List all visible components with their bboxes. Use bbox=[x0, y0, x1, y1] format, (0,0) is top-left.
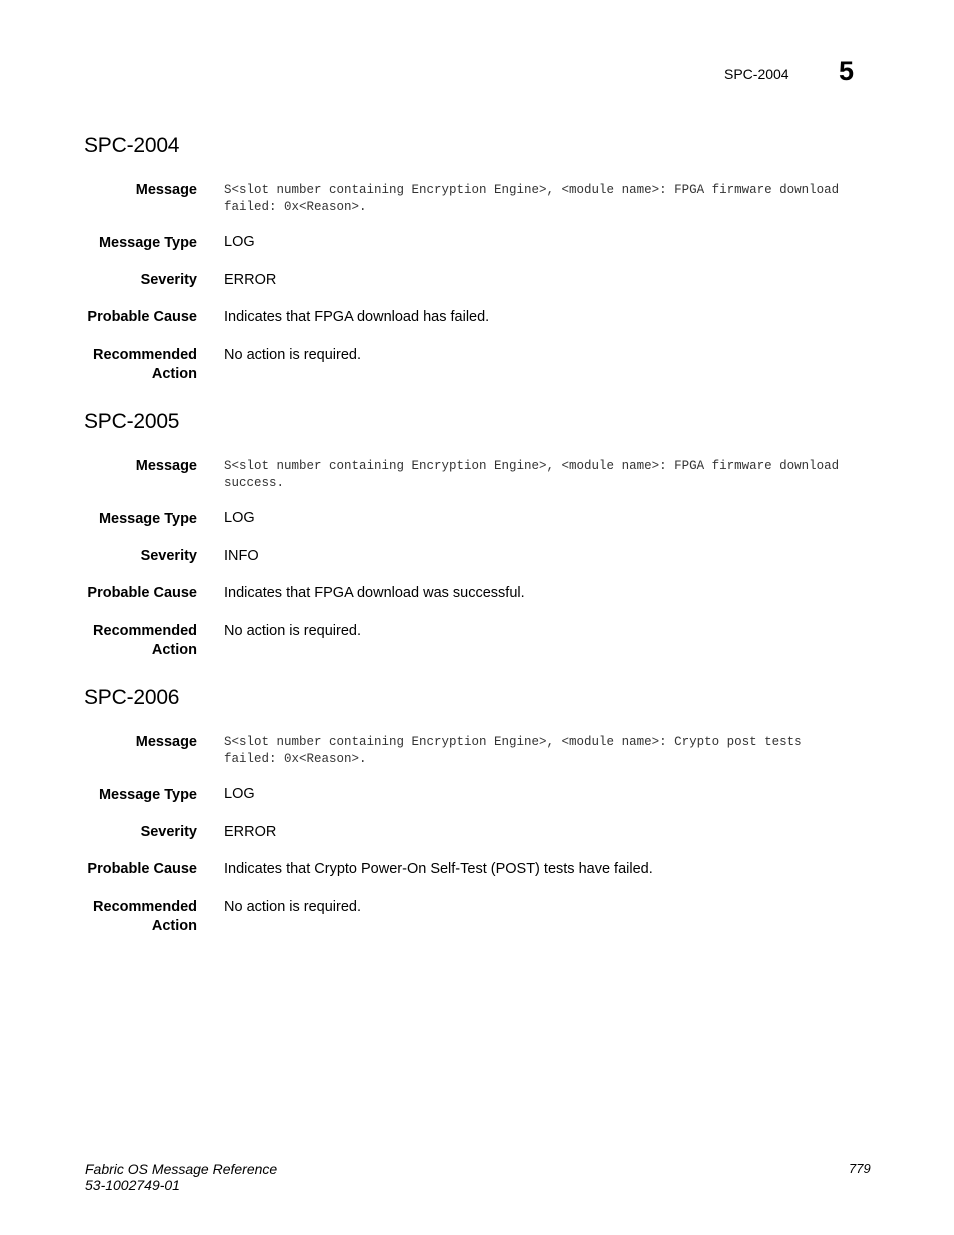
footer-doc-title: Fabric OS Message Reference bbox=[85, 1161, 278, 1177]
chapter-number: 5 bbox=[839, 56, 855, 86]
recommended-action-label: Recommended Action bbox=[93, 347, 197, 382]
probable-cause-label: Probable Cause bbox=[87, 861, 197, 877]
message-label: Message bbox=[135, 182, 197, 198]
severity-value: ERROR bbox=[224, 272, 277, 288]
entry-title: SPC-2004 bbox=[84, 134, 180, 157]
message-label: Message bbox=[135, 734, 197, 750]
message-type-label: Message Type bbox=[98, 511, 197, 527]
probable-cause-value: Indicates that FPGA download has failed. bbox=[224, 309, 490, 325]
message-type-label: Message Type bbox=[98, 235, 197, 251]
recommended-action-label: Recommended Action bbox=[93, 899, 197, 934]
recommended-action-value: No action is required. bbox=[224, 623, 362, 639]
probable-cause-value: Indicates that FPGA download was successful. bbox=[224, 585, 525, 601]
message-text: S<slot number containing Encryption Engine>, <module name>: FPGA firmware download failed: 0x<Reason>. bbox=[224, 183, 840, 214]
probable-cause-value: Indicates that Crypto Power-On Self-Test (POST) tests have failed. bbox=[224, 861, 653, 877]
severity-label: Severity bbox=[140, 824, 197, 840]
probable-cause-label: Probable Cause bbox=[87, 309, 197, 325]
message-text: S<slot number containing Encryption Engine>, <module name>: Crypto post tests failed: 0x<Reason>. bbox=[224, 735, 802, 766]
recommended-action-value: No action is required. bbox=[224, 347, 362, 363]
recommended-action-value: No action is required. bbox=[224, 899, 362, 915]
message-type-label: Message Type bbox=[98, 787, 197, 803]
entry-title: SPC-2005 bbox=[84, 410, 180, 433]
severity-value: ERROR bbox=[224, 824, 277, 840]
page-header-label: SPC-2004 bbox=[724, 66, 789, 82]
message-text: S<slot number containing Encryption Engine>, <module name>: FPGA firmware download success. bbox=[224, 459, 840, 490]
page-number: 779 bbox=[849, 1161, 871, 1176]
message-type-value: LOG bbox=[224, 786, 255, 802]
message-type-value: LOG bbox=[224, 234, 255, 250]
severity-value: INFO bbox=[224, 548, 259, 564]
severity-label: Severity bbox=[140, 548, 197, 564]
severity-label: Severity bbox=[140, 272, 197, 288]
message-type-value: LOG bbox=[224, 510, 255, 526]
recommended-action-label: Recommended Action bbox=[93, 623, 197, 658]
footer-document-info bbox=[85, 1161, 277, 1193]
entry-title: SPC-2006 bbox=[84, 686, 180, 709]
message-label: Message bbox=[135, 458, 197, 474]
probable-cause-label: Probable Cause bbox=[87, 585, 197, 601]
footer-doc-number: 53-1002749-01 bbox=[85, 1177, 180, 1193]
